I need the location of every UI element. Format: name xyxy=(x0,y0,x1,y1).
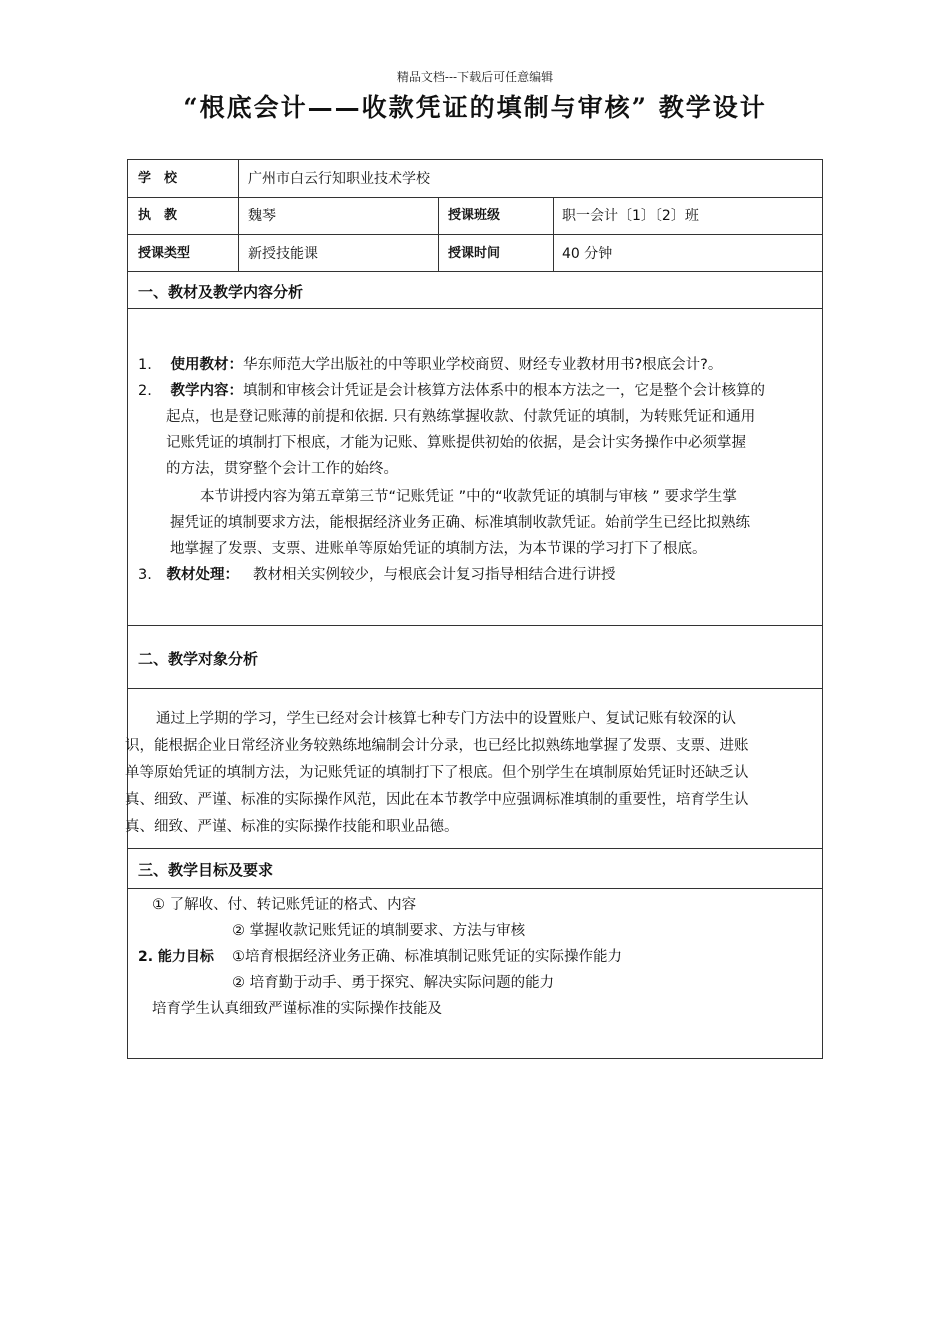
type-value: 新授技能课 xyxy=(248,246,318,262)
section-title-students: 二、教学对象分析 xyxy=(138,650,259,668)
table-rule xyxy=(128,888,822,889)
school-value: 广州市白云行知职业技术学校 xyxy=(248,171,430,187)
item-text-line: 握凭证的填制要求方法，能根据经济业务正确、标准填制收款凭证。始前学生已经比拟熟练 xyxy=(170,515,750,531)
item-label: 教学内容： xyxy=(170,383,243,399)
item-text: 教材相关实例较少，与根底会计复习指导相结合进行讲授 xyxy=(252,567,616,583)
materials-item-3 xyxy=(138,562,818,588)
item-number: 3. xyxy=(138,567,152,583)
table-rule xyxy=(128,271,822,272)
materials-item-2 xyxy=(138,378,818,404)
school-label: 学 校 xyxy=(138,171,178,186)
objective-line: ① 了解收、付、转记账凭证的格式、内容 xyxy=(152,897,417,913)
item-text-line: 地掌握了发票、支票、进账单等原始凭证的填制方法，为本节课的学习打下了根底。 xyxy=(170,541,707,557)
item-text-line: 本节讲授内容为第五章第三节“记账凭证 ”中的“收款凭证的填制与审核 ” 要求学生掌 xyxy=(200,489,737,505)
teacher-label: 执 教 xyxy=(138,208,178,223)
student-analysis-line: 真、细致、严谨、标准的实际操作技能和职业品德。 xyxy=(125,819,459,835)
item-number: 1. xyxy=(138,357,152,373)
document-title: “根底会计——收款凭证的填制与审核” 教学设计 xyxy=(183,93,767,122)
class-label: 授课班级 xyxy=(448,208,501,223)
table-rule xyxy=(128,848,822,849)
table-rule xyxy=(128,688,822,689)
item-text-line: 起点，也是登记账薄的前提和依据. 只有熟练掌握收款、付款凭证的填制，为转账凭证和通用 xyxy=(166,409,756,425)
item-number: 2. xyxy=(138,383,152,399)
table-rule xyxy=(128,625,822,626)
table-rule xyxy=(128,234,822,235)
table-rule xyxy=(128,197,822,198)
section-title-objectives: 三、教学目标及要求 xyxy=(138,861,274,879)
item-text-line: 填制和审核会计凭证是会计核算方法体系中的根本方法之一，它是整个会计核算的 xyxy=(242,383,765,399)
teacher-value: 魏琴 xyxy=(248,208,276,224)
time-label: 授课时间 xyxy=(448,246,501,261)
table-rule xyxy=(553,197,554,271)
objective-line: 培育学生认真细致严谨标准的实际操作技能及 xyxy=(152,1001,442,1017)
student-analysis-line: 识，能根据企业日常经济业务较熟练地编制会计分录，也已经比拟熟练地掌握了发票、支票、进账 xyxy=(125,738,749,754)
type-label: 授课类型 xyxy=(138,246,191,261)
objective-line: ② 培育勤于动手、勇于探究、解决实际问题的能力 xyxy=(232,975,555,991)
item-label: 使用教材： xyxy=(170,357,243,373)
ability-objective-label: 2. 能力目标 xyxy=(138,949,214,965)
time-value: 40 分钟 xyxy=(562,246,613,262)
table-rule xyxy=(438,197,439,271)
item-label: 教材处理： xyxy=(166,567,239,583)
student-analysis-line: 通过上学期的学习，学生已经对会计核算七种专门方法中的设置账户、复试记账有较深的认 xyxy=(156,711,736,727)
item-text-line: 记账凭证的填制打下根底，才能为记账、算账提供初始的依据，是会计实务操作中必须掌握 xyxy=(166,435,746,451)
table-rule xyxy=(128,308,822,309)
lesson-plan-table xyxy=(127,159,823,1059)
materials-item-1 xyxy=(138,352,818,378)
student-analysis-line: 真、细致、严谨、标准的实际操作风范，因此在本节教学中应强调标准填制的重要性，培育学生认 xyxy=(125,792,749,808)
objective-line: ② 掌握收款记账凭证的填制要求、方法与审核 xyxy=(232,923,526,939)
table-rule xyxy=(238,160,239,271)
watermark-text: 精品文档---下载后可任意编辑 xyxy=(396,70,554,84)
student-analysis-line: 单等原始凭证的填制方法，为记账凭证的填制打下了根底。但个别学生在填制原始凭证时还缺乏认 xyxy=(125,765,749,781)
item-text-line: 的方法，贯穿整个会计工作的始终。 xyxy=(166,461,398,477)
objective-line: ①培育根据经济业务正确、标准填制记账凭证的实际操作能力 xyxy=(232,949,622,965)
section-title-materials: 一、教材及教学内容分析 xyxy=(138,283,304,301)
class-value: 职一会计〔1〕〔2〕班 xyxy=(562,208,699,224)
item-text: 华东师范大学出版社的中等职业学校商贸、财经专业教材用书?根底会计?。 xyxy=(242,357,723,373)
